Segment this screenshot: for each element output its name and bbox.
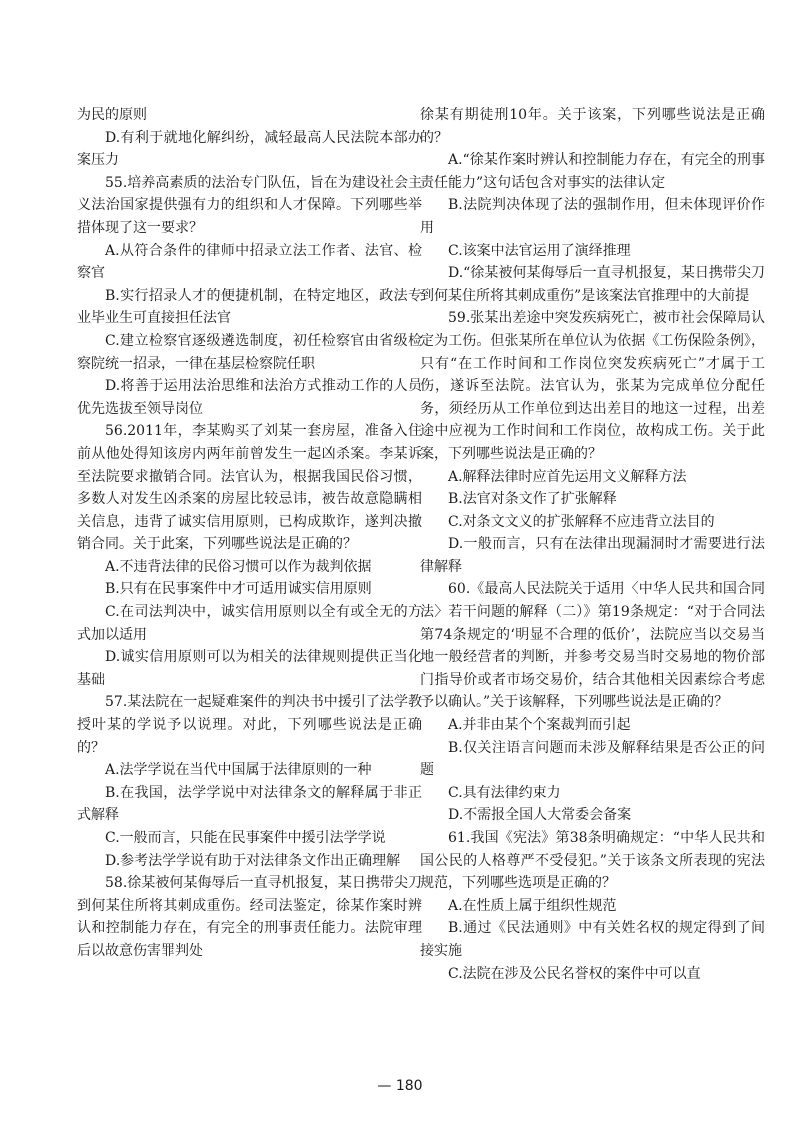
paragraph: A.不违背法律的民俗习惯可以作为裁判依据: [105, 558, 372, 575]
paragraph: 61.我国《宪法》第38条明确规定：“中华人民共和国公民的人格尊严不受侵犯。”关于该条文所表现的宪法规范，下列哪些选项是正确的？: [420, 830, 765, 892]
paragraph: D.将善于运用法治思维和法治方式推动工作的人员优先选拔至领导岗位: [77, 378, 422, 417]
paragraph: C.该案中法官运用了演绎推理: [448, 242, 631, 259]
paragraph: D.参考法学学说有助于对法律条文作出正确理解: [105, 852, 401, 869]
paragraph: D.不需报全国人大常委会备案: [448, 807, 632, 824]
paragraph: C.具有法律约束力: [448, 784, 561, 801]
paragraph: A.在性质上属于组织性规范: [448, 897, 617, 914]
paragraph: 55.培养高素质的法治专门队伍，旨在为建设社会主义法治国家提供强有力的组织和人才保障。下列哪些举措体现了这一要求？: [77, 174, 422, 236]
paragraph: D.有利于就地化解纠纷，减轻最高人民法院本部办案压力: [77, 129, 422, 169]
paragraph: 60.《最高人民法院关于适用〈中华人民共和国合同法〉若干问题的解释（二）》第19条规定：“对于合同法第74条规定的‘明显不合理的低价’，法院应当以交易当地一般经营者的判断，并参考交易当时交易地的物价部门指导价或者市场交易价，结合其他相关因素综合考虑予以确认。”关于该解释，下列哪些说法是正确的？: [420, 581, 765, 711]
paragraph: B.在我国，法学学说中对法律条文的解释属于非正式解释: [77, 784, 422, 824]
paragraph: 59.张某出差途中突发疾病死亡，被市社会保障局认定为工伤。但张某所在单位认为依据《工伤保险条例》，只有“在工作时间和工作岗位突发疾病死亡”才属于工伤，遂诉至法院。法官认为，张某为完成单位分配任务，须经历从工作单位到达出差目的地这一过程，出差途中应视为工作时间和工作岗位，故构成工伤。关于此案，下列哪些说法是正确的？: [420, 310, 765, 462]
paragraph: A.并非由某个个案裁判而引起: [448, 717, 631, 734]
paragraph: C.建立检察官逐级遴选制度，初任检察官由省级检察院统一招录，一律在基层检察院任职: [77, 332, 422, 372]
paragraph: A.从符合条件的律师中招录立法工作者、法官、检察官: [77, 242, 422, 282]
paragraph: B.法官对条文作了扩张解释: [448, 491, 617, 508]
paragraph: 57.某法院在一起疑难案件的判决书中援引了法学教授叶某的学说予以说理。对此，下列哪些说法是正确的？: [77, 694, 422, 756]
paragraph: 58.徐某被何某侮辱后一直寻机报复，某日携带尖刀到何某住所将其刺成重伤。经司法鉴定，徐某作案时辨认和控制能力存在，有完全的刑事责任能力。法院审理后以故意伤害罪判处: [77, 875, 422, 959]
paragraph: B.通过《民法通则》中有关姓名权的规定得到了间接实施: [420, 920, 765, 959]
left-column: [77, 104, 422, 963]
paragraph: D.“徐某被何某侮辱后一直寻机报复，某日携带尖刀到何某住所将其刺成重伤”是该案法官推理中的大前提: [420, 265, 765, 304]
paragraph: C.在司法判决中，诚实信用原则以全有或全无的方式加以适用: [77, 604, 422, 643]
paragraph: C.法院在涉及公民名誉权的案件中可以直: [448, 965, 701, 982]
paragraph: 56.2011年，李某购买了刘某一套房屋，准备入住前从他处得知该房内两年前曾发生一起凶杀案。李某诉至法院要求撤销合同。法官认为，根据我国民俗习惯，多数人对发生凶杀案的房屋比较忌讳，被告故意隐瞒相关信息，违背了诚实信用原则，已构成欺诈，遂判决撤销合同。关于此案，下列哪些说法是正确的？: [77, 423, 422, 553]
paragraph: B.法院判决体现了法的强制作用，但未体现评价作用: [420, 197, 765, 236]
paragraph: A.法学学说在当代中国属于法律原则的一种: [105, 762, 372, 779]
paragraph: C.一般而言，只能在民事案件中援引法学学说: [105, 830, 386, 846]
paragraph: 徐某有期徒刑10年。关于该案，下列哪些说法是正确的？: [420, 107, 765, 146]
paragraph: D.诚实信用原则可以为相关的法律规则提供正当化基础: [77, 649, 422, 688]
paragraph: B.只有在民事案件中才可适用诚实信用原则: [105, 581, 372, 598]
paragraph: D.一般而言，只有在法律出现漏洞时才需要进行法律解释: [420, 536, 765, 575]
paragraph: A.“徐某作案时辨认和控制能力存在，有完全的刑事责任能力”这句话包含对事实的法律认定: [420, 152, 765, 191]
right-column: [420, 104, 765, 985]
paragraph: A.解释法律时应首先运用文义解释方法: [448, 468, 687, 485]
paragraph: C.对条文文义的扩张解释不应违背立法目的: [448, 513, 715, 530]
paragraph: B.实行招录人才的便捷机制，在特定地区，政法专业毕业生可直接担任法官: [77, 287, 422, 327]
page-number: — 180: [377, 1078, 423, 1094]
paragraph: 为民的原则: [77, 107, 147, 123]
paragraph: B.仅关注语言问题而未涉及解释结果是否公正的问题: [420, 739, 765, 779]
